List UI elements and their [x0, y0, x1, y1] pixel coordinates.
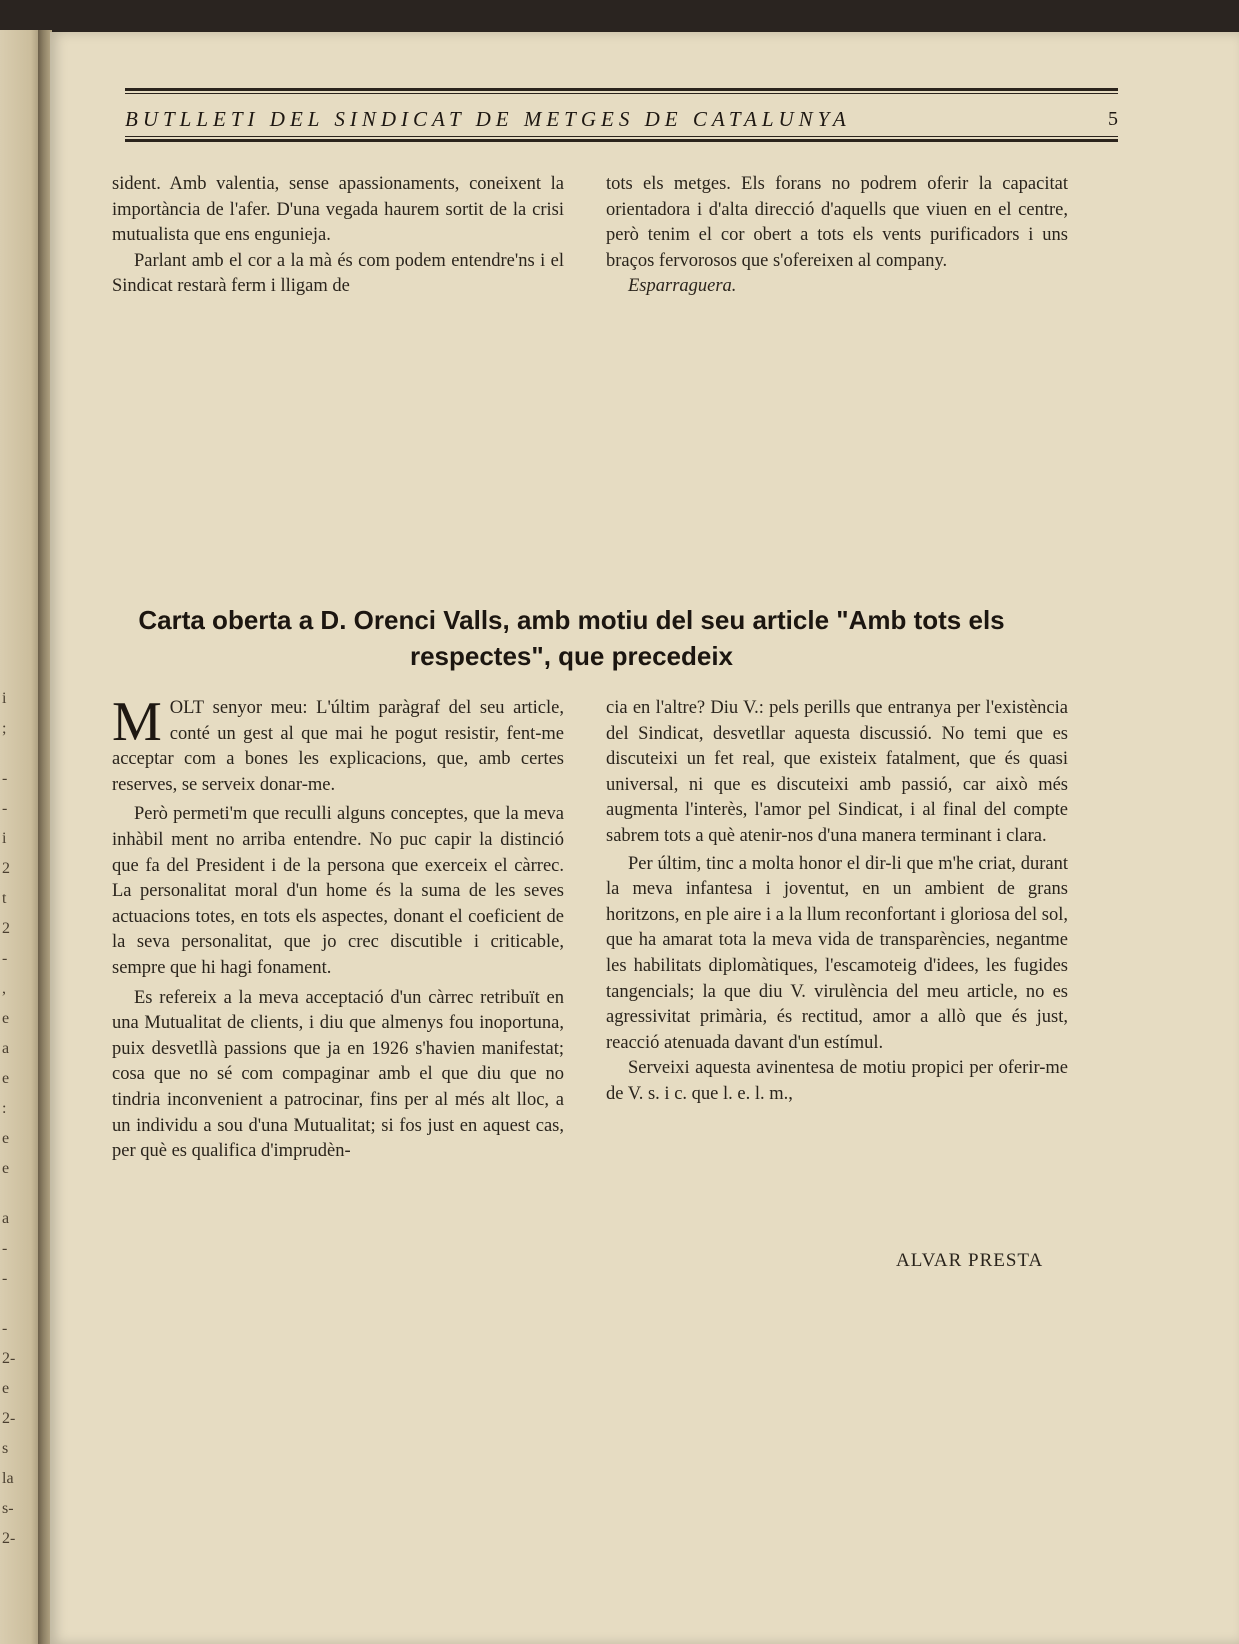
article-right-column [606, 696, 1068, 1108]
header-rule-top [125, 88, 1118, 91]
signature-alvar-presta: ALVAR PRESTA [896, 1250, 1044, 1271]
adjacent-page-text-fragment: - [2, 1240, 8, 1257]
article-title: Carta oberta a D. Orenci Valls, amb motiu del seu article "Amb tots els respectes", que precedeix [138, 605, 1005, 671]
paragraph: Per últim, tinc a molta honor el dir-li que m'he criat, durant la meva infantesa i joventut, en un ambient de grans horitzons, en ple aire i a la llum reconfortant i gloriosa del sol, que ha amarat tota la meva vida de transparències, negantme les habilitats diplomàtiques, l'escamoteig d'idees, les fugides tangencials; la que diu V. virulència del meu article, no es agressivitat primària, és rectitud, amor a allò que és just, reacció atenuada davant d'un estímul. [606, 853, 1068, 1053]
running-header [125, 104, 1118, 134]
first-paragraph [112, 691, 564, 798]
adjacent-page-text-fragment: e [2, 1380, 10, 1397]
paragraph: tots els metges. Els forans no podrem oferir la capacitat orientadora i d'alta direcció d'aquells que viuen en el centre, però tenim el cor obert a tots els vents purificadors i uns braços fervorosos que s'ofereixen al company. [606, 174, 1068, 271]
paragraph: Es refereix a la meva acceptació d'un càrrec retribuït en una Mutualitat de clients, i diu que almenys fou inoportuna, puix desvetllà passions que ja en 1926 s'havien manifestat; cosa que no sé com compaginar amb el que diu que no tindria inconvenient a patrocinar, fins per al més alt lloc, a un individu a sou d'una Mutualitat; si fos just en aquest cas, per què es qualifica d'imprudèn- [112, 987, 564, 1162]
header-rule-top-thin [125, 93, 1118, 94]
adjacent-page-text-fragment: e [2, 1010, 10, 1027]
top-right-column [606, 172, 1068, 300]
adjacent-page-text-fragment: : [2, 1100, 7, 1117]
adjacent-page-text-fragment: 2- [2, 1410, 16, 1427]
header-rule-bottom-thick [125, 139, 1118, 142]
article-left-column [112, 691, 564, 1165]
adjacent-page-text-fragment: t [2, 890, 7, 907]
adjacent-page-text-fragment: s- [2, 1500, 14, 1517]
adjacent-page-text-fragment: la [2, 1470, 14, 1487]
adjacent-page-text-fragment: 2- [2, 1350, 16, 1367]
adjacent-page-text-fragment: a [2, 1040, 10, 1057]
drop-cap: M [112, 691, 162, 753]
adjacent-page-text-fragment: , [2, 980, 6, 997]
adjacent-page-text-fragment: a [2, 1210, 10, 1227]
first-word-rest: OLT [169, 698, 205, 718]
adjacent-page-text-fragment: - [2, 950, 8, 967]
paragraph: Però permeti'm que reculli alguns conceptes, que la meva inhàbil ment no arriba entendre. No puc capir la distinció que fa del President i de la persona que exerceix el càrrec. La personalitat moral d'un home és la suma de les seves actuacions totes, en tots els aspectes, donant el coeficient de la seva personalitat, que jo crec discutible i criticable, sempre que hi hagi fonament. [112, 804, 564, 978]
paragraph: Serveixi aquesta avinentesa de motiu propici per oferir-me de V. s. i c. que l. e. l. m., [606, 1058, 1068, 1104]
paragraph: cia en l'altre? Diu V.: pels perills que entranya per l'existència del Sindicat, desvetllar aquesta discussió. No temi que es discuteixi un fet real, que existeix fatalment, que és quasi universal, ni que es discuteixi amb passió, car això més augmenta l'interès, l'amor pel Sindicat, i al final del compte sabrem tots a què atenir-nos d'una manera terminant i clara. [606, 698, 1068, 846]
adjacent-page-text-fragment: ; [2, 720, 7, 737]
signature-esparraguera: Esparraguera. [628, 276, 737, 297]
adjacent-page-text-fragment: - [2, 800, 8, 817]
adjacent-page-text-fragment: - [2, 1320, 8, 1337]
adjacent-page-text-fragment: 2- [2, 1530, 16, 1547]
document-page [50, 32, 1239, 1644]
top-left-column [112, 172, 564, 300]
paragraph: sident. Amb valentia, sense apassionaments, coneixent la importància de l'afer. D'una vegada haurem sortit de la crisi mutualista que ens engunieja. [112, 174, 564, 246]
running-title: BUTLLETI DEL SINDICAT DE METGES DE CATALUNYA [125, 106, 851, 131]
adjacent-page-text-fragment: 2 [2, 860, 10, 877]
first-paragraph-text: senyor meu: L'últim paràgraf del seu article, conté un gest al que mai he pogut resistir, fent-me acceptar com a bones les explicacions, que, amb certes reserves, se serveix donar-me. [112, 698, 564, 795]
adjacent-page-text-fragment: i [2, 690, 7, 707]
page-number: 5 [1108, 107, 1118, 130]
adjacent-page-text-fragment: s [2, 1440, 9, 1457]
header-rule-bottom [125, 136, 1118, 137]
paragraph: Parlant amb el cor a la mà és com podem entendre'ns i el Sindicat restarà ferm i lligam de [112, 250, 564, 297]
adjacent-page-text-fragment: - [2, 1270, 8, 1287]
adjacent-page-text-fragment: e [2, 1160, 10, 1177]
adjacent-page-text-fragment: i [2, 830, 7, 847]
adjacent-page-text-fragment: 2 [2, 920, 10, 937]
adjacent-page-text-fragment: - [2, 770, 8, 787]
adjacent-page-text-fragment: e [2, 1130, 10, 1147]
adjacent-page-text-fragment: e [2, 1070, 10, 1087]
